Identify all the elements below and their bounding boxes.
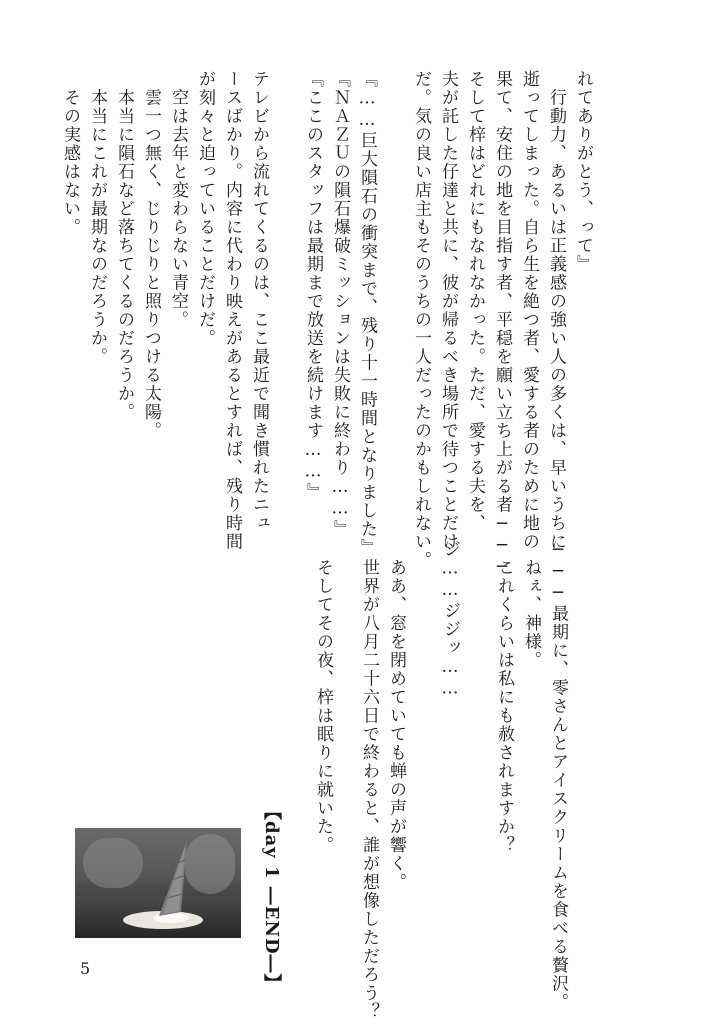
text-column: ねぇ、神様。	[521, 540, 541, 670]
page-number: 5	[80, 959, 91, 978]
chapter-end-marker: 【day 1 ―END―】	[261, 802, 282, 993]
text-column: 『ここのスタッフは最期まで放送を続けます……』	[303, 70, 323, 502]
text-column: 雲一つ無く、じりじりと照りつける太陽。	[141, 70, 161, 440]
text-column: その実感はない。	[60, 70, 80, 237]
text-column: 本当にこれが最期なのだろうか。	[87, 70, 107, 366]
text-column: が刻々と迫っていることだけだ。	[195, 70, 215, 348]
text-column: 夫が託した仔達と共に、彼が帰るべき場所で待つことだけ	[438, 70, 458, 551]
text-column: 果て、安住の地を目指す者、平穏を願い立ち上がる者───	[492, 70, 512, 579]
text-column: ああ、窓を閉めていても蝉の声が響く。	[386, 540, 406, 892]
text-column: 行動力、あるいは正義感の強い人の多くは、早いうちに	[546, 70, 566, 551]
text-column: ジ……ジジッ……	[440, 540, 460, 700]
text-column: ───最期に、零さんとアイスクリームを食べる贅沢。	[548, 540, 568, 1012]
text-column: 世界が八月二十六日で終わると、誰が想像しただろう？	[359, 540, 379, 1021]
text-column: れてありがとう、って』	[573, 70, 593, 274]
text-column: 『ＮＡＺＵの隕石爆破ミッションは失敗に終わり……』	[330, 70, 350, 539]
text-column: そして梓はどれにもなれなかった。ただ、愛する夫を、	[465, 70, 485, 533]
text-column: だ。気の良い店主もそのうちの一人だったのかもしれない。	[411, 70, 431, 570]
text-column: 逝ってしまった。自ら生を絶つ者、愛する者のために地の	[519, 70, 539, 551]
text-column: 本当に隕石など落ちてくるのだろうか。	[114, 70, 134, 422]
text-column: 『……巨大隕石の衝突まで、残り十一時間となりました』	[357, 70, 377, 557]
text-column: 空は去年と変わらない青空。	[168, 70, 188, 329]
text-column: テレビから流れてくるのは、ここ最近で聞き慣れたニュ	[249, 70, 269, 533]
text-column: ースばかり。内容に代わり映えがあるとすれば、残り時間	[222, 70, 242, 551]
text-column: これくらいは私にも赦されますか？	[494, 540, 514, 855]
ice-cream-photo	[75, 828, 241, 938]
text-column: そしてその夜、梓は眠りに就いた。	[313, 540, 333, 855]
